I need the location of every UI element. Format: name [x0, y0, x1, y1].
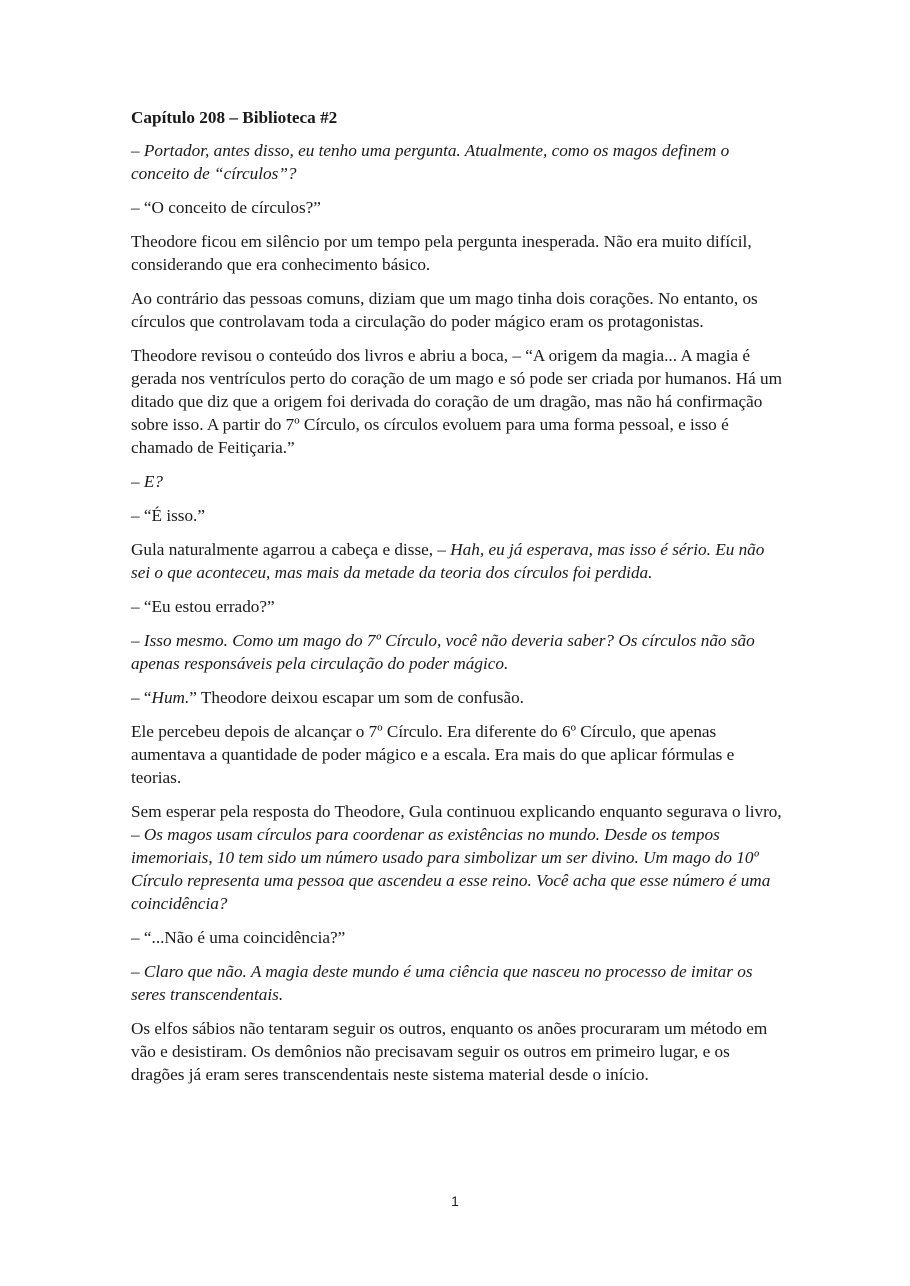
paragraph — [131, 139, 783, 185]
text-segment: Sem esperar pela resposta do Theodore, Gula continuou explicando enquanto segurava o livro, — [131, 802, 782, 821]
text-segment: Theodore revisou o conteúdo dos livros e abriu a boca, – “A origem da magia... A magia é gerada nos ventrículos perto do coração de um mago e só pode ser criada por humanos. Há um ditado que diz que a origem foi derivada do coração de um dragão, mas não há confirmação sobre isso. A partir do 7º Círculo, os círculos evoluem para uma forma pessoal, e isso é chamado de Feitiçaria.” — [131, 346, 783, 457]
paragraph — [131, 686, 783, 709]
text-segment: Ele percebeu depois de alcançar o 7º Círculo. Era diferente do 6º Círculo, que apenas aumentava a quantidade de poder mágico e a escala. Era mais do que aplicar fórmulas e teorias. — [131, 722, 735, 787]
page-number: 1 — [451, 1193, 459, 1209]
italic-text-segment: – Hah, eu já esperava, mas isso é sério. Eu não sei o que aconteceu, mas mais da metade da teoria dos círculos foi perdida. — [131, 540, 765, 582]
text-segment: Theodore ficou em silêncio por um tempo pela pergunta inesperada. Não era muito difícil, considerando que era conhecimento básico. — [131, 232, 752, 274]
italic-text-segment: – E? — [131, 472, 163, 491]
paragraph — [131, 230, 783, 276]
paragraph — [131, 926, 783, 949]
italic-text-segment: – Portador, antes disso, eu tenho uma pergunta. Atualmente, como os magos definem o conceito de “círculos”? — [131, 141, 730, 183]
text-segment: ” Theodore deixou escapar um som de confusão. — [189, 688, 524, 707]
paragraph — [131, 344, 783, 459]
text-segment: – “O conceito de círculos?” — [131, 198, 321, 217]
paragraph-list — [131, 139, 783, 1086]
paragraph — [131, 595, 783, 618]
paragraph — [131, 538, 783, 584]
italic-text-segment: – Isso mesmo. Como um mago do 7º Círculo, você não deveria saber? Os círculos não são apenas responsáveis pela circulação do poder mágico. — [131, 631, 755, 673]
text-segment: – “...Não é uma coincidência?” — [131, 928, 346, 947]
paragraph — [131, 470, 783, 493]
text-segment: Gula naturalmente agarrou a cabeça e disse, — [131, 540, 438, 559]
text-segment: – “É isso.” — [131, 506, 205, 525]
text-segment: Os elfos sábios não tentaram seguir os outros, enquanto os anões procuraram um método em vão e desistiram. Os demônios não precisavam seguir os outros em primeiro lugar, e os dragões já eram seres transcendentais neste sistema material desde o início. — [131, 1019, 768, 1084]
document-body — [131, 106, 783, 1097]
paragraph — [131, 504, 783, 527]
paragraph — [131, 720, 783, 789]
text-segment: – “ — [131, 688, 152, 707]
paragraph — [131, 800, 783, 915]
paragraph — [131, 1017, 783, 1086]
italic-text-segment: Hum. — [151, 688, 190, 707]
italic-text-segment: – Os magos usam círculos para coordenar as existências no mundo. Desde os tempos imemoriais, 10 tem sido um número usado para simbolizar um ser divino. Um mago do 10º Círculo representa uma pessoa que ascendeu a esse reino. Você acha que esse número é uma coincidência? — [131, 825, 771, 913]
paragraph — [131, 629, 783, 675]
text-segment: Ao contrário das pessoas comuns, diziam que um mago tinha dois corações. No entanto, os círculos que controlavam toda a circulação do poder mágico eram os protagonistas. — [131, 289, 758, 331]
paragraph — [131, 196, 783, 219]
paragraph — [131, 287, 783, 333]
text-segment: – “Eu estou errado?” — [131, 597, 275, 616]
chapter-title: Capítulo 208 – Biblioteca #2 — [131, 108, 338, 127]
italic-text-segment: – Claro que não. A magia deste mundo é uma ciência que nasceu no processo de imitar os seres transcendentais. — [131, 962, 753, 1004]
paragraph — [131, 960, 783, 1006]
